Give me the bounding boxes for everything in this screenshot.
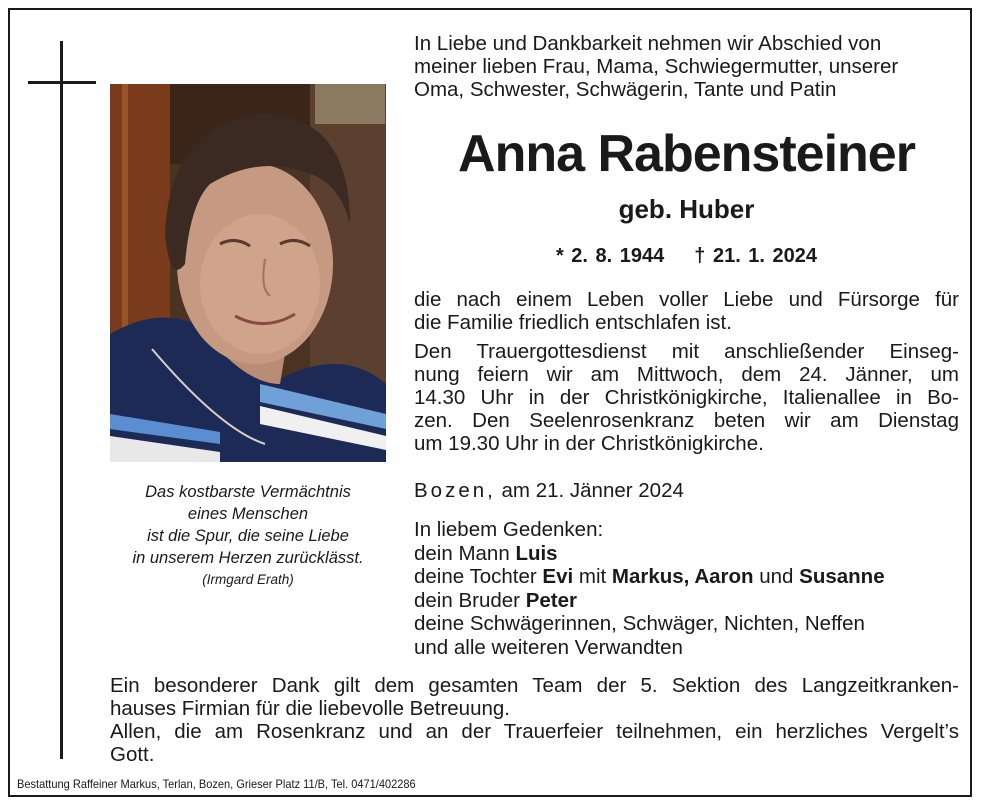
mourner-name: Markus, Aaron bbox=[611, 565, 754, 588]
relation-label: deine Tochter bbox=[414, 565, 543, 588]
paragraph-line: 14.30 Uhr in der Christkönigkirche, Italienallee in Bo- bbox=[414, 386, 959, 409]
thanks-line: Allen, die am Rosenkranz und an der Trauerfeier teilnehmen, ein herzliches Vergelt’s bbox=[110, 720, 959, 743]
paragraph-line: zen. Den Seelenrosenkranz beten wir am Dienstag bbox=[414, 409, 959, 432]
paragraph-line: um 19.30 Uhr in der Christkönigkirche. bbox=[414, 432, 764, 455]
intro-line: In Liebe und Dankbarkeit nehmen wir Abschied von bbox=[414, 32, 882, 55]
mourner-name: Luis bbox=[515, 541, 558, 565]
mourner-line: und alle weiteren Verwandten bbox=[414, 635, 683, 659]
date: am 21. Jänner 2024 bbox=[501, 479, 684, 502]
quote-line: ist die Spur, die seine Liebe bbox=[147, 527, 349, 545]
paragraph-passing bbox=[414, 288, 959, 334]
relation-label: dein Bruder bbox=[414, 588, 526, 612]
portrait-photo bbox=[110, 84, 386, 462]
quote-line: in unserem Herzen zurücklässt. bbox=[132, 549, 364, 567]
quote-line: Das kostbarste Vermächtnis bbox=[145, 483, 351, 501]
mourner-line: deine Schwägerinnen, Schwäger, Nichten, Neffen bbox=[414, 612, 865, 635]
paragraph-line: die nach einem Leben voller Liebe und Fürsorge für bbox=[414, 288, 959, 311]
quote-line: eines Menschen bbox=[187, 505, 309, 523]
mourners-heading: In liebem Gedenken: bbox=[414, 518, 604, 541]
place-date bbox=[414, 478, 684, 504]
cross-icon-bar bbox=[28, 81, 96, 84]
place: Bozen, bbox=[414, 479, 496, 502]
thanks-text bbox=[110, 674, 959, 766]
funeral-home-footer: Bestattung Raffeiner Markus, Terlan, Bozen, Grieser Platz 11/B, Tel. 0471/402286 bbox=[17, 777, 416, 791]
intro-line: meiner lieben Frau, Mama, Schwiegermutter, unserer bbox=[414, 55, 899, 78]
birth-date: * 2. 8. 1944 bbox=[555, 245, 665, 267]
paragraph-line: nung feiern wir am Mittwoch, dem 24. Jänner, um bbox=[414, 363, 959, 386]
paragraph-service bbox=[414, 340, 959, 455]
intro-text bbox=[414, 32, 959, 101]
thanks-line: Ein besonderer Dank gilt dem gesamten Team der 5. Sektion des Langzeitkranken- bbox=[110, 674, 959, 697]
mourners-list bbox=[414, 518, 885, 659]
maiden-name: geb. Huber bbox=[618, 194, 755, 224]
paragraph-line: Den Trauergottesdienst mit anschließender Einseg- bbox=[414, 340, 959, 363]
mourner-name: Evi bbox=[542, 565, 574, 588]
quote-author: (Irmgard Erath) bbox=[202, 572, 294, 587]
connector-text: und bbox=[753, 565, 800, 588]
thanks-line: Gott. bbox=[110, 743, 155, 766]
paragraph-line: die Familie friedlich entschlafen ist. bbox=[414, 311, 732, 334]
intro-line: Oma, Schwester, Schwägerin, Tante und Patin bbox=[414, 78, 837, 101]
life-dates bbox=[414, 243, 959, 269]
death-date: † 21. 1. 2024 bbox=[694, 245, 818, 267]
thanks-line: hauses Firmian für die liebevolle Betreuung. bbox=[110, 697, 510, 720]
memorial-quote bbox=[105, 481, 391, 569]
deceased-name: Anna Rabensteiner bbox=[458, 125, 915, 183]
mourner-name: Susanne bbox=[799, 565, 885, 588]
cross-icon bbox=[60, 41, 63, 759]
relation-label: dein Mann bbox=[414, 541, 516, 565]
mourner-husband bbox=[414, 542, 885, 566]
mourner-brother bbox=[414, 589, 885, 613]
mourner-name: Peter bbox=[525, 588, 577, 612]
mourner-daughter bbox=[414, 565, 885, 589]
connector-text: mit bbox=[573, 565, 612, 588]
